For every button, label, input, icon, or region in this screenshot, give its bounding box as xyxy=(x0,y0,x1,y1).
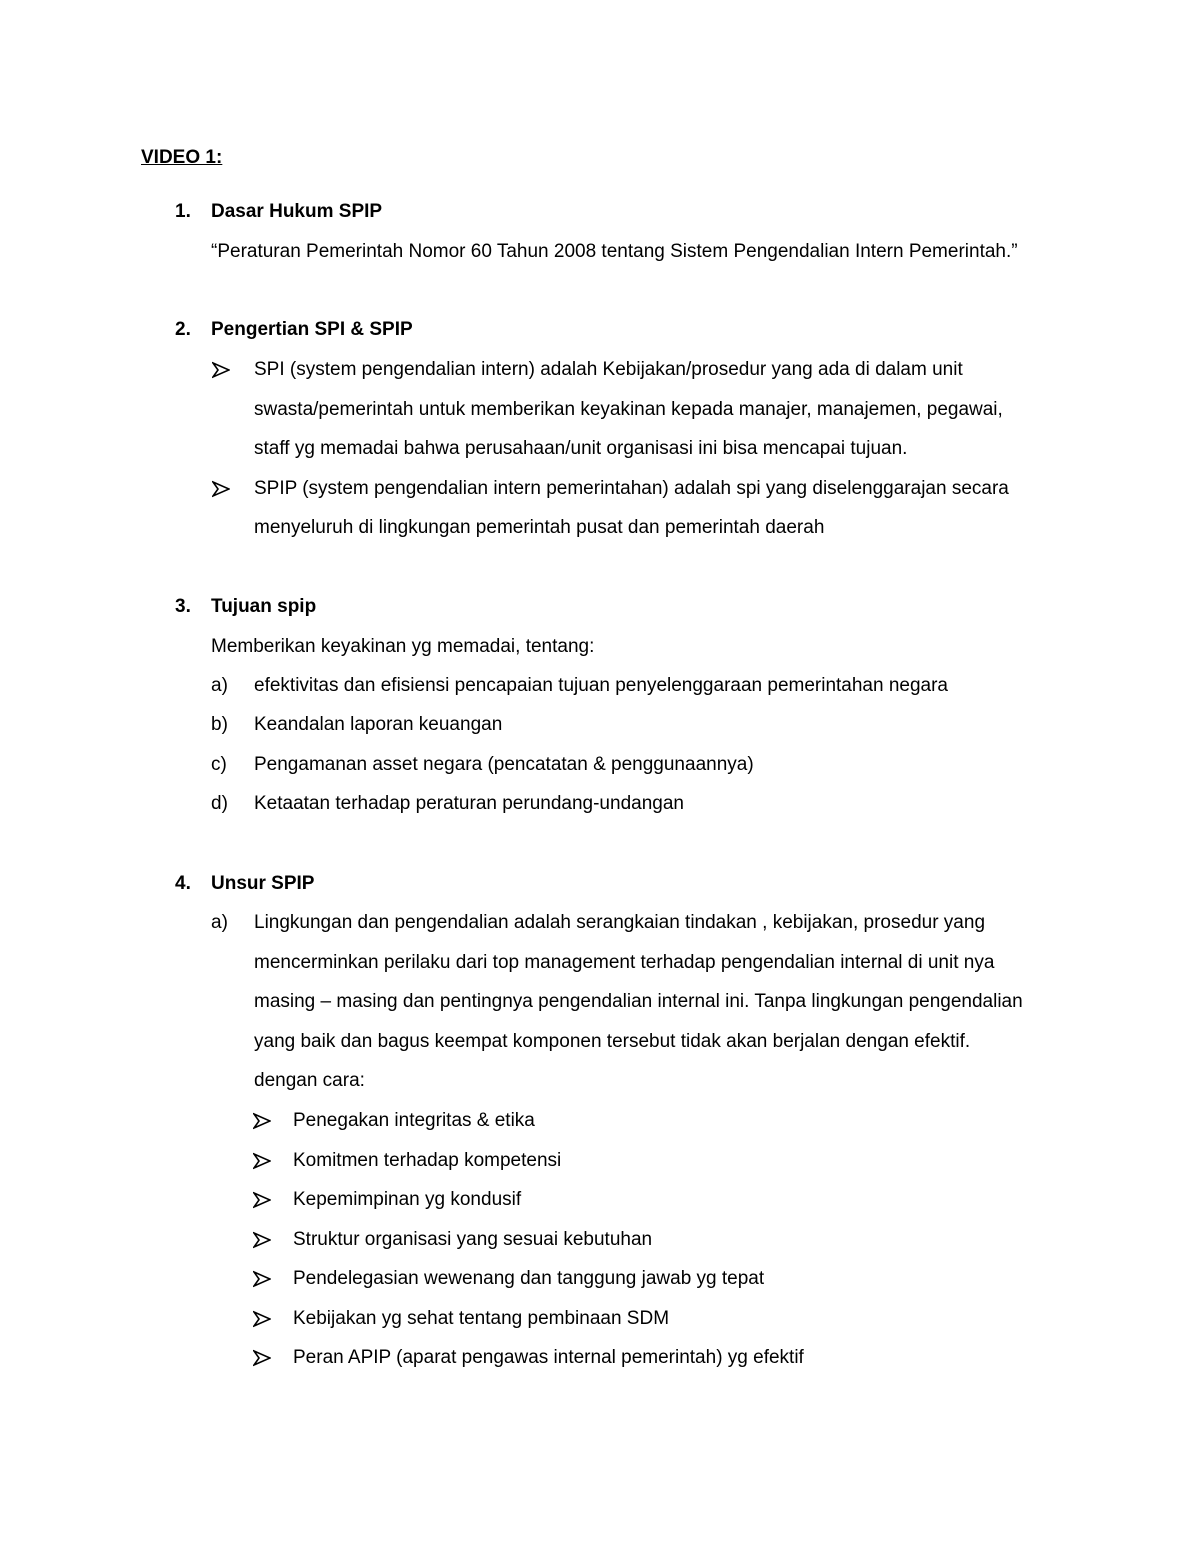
arrowhead-bullet-icon xyxy=(212,480,230,498)
arrowhead-bullet-icon xyxy=(253,1112,271,1130)
list-item: efektivitas dan efisiensi pencapaian tujuan penyelenggaraan pemerintahan negara xyxy=(254,675,949,696)
section-3-intro: Memberikan keyakinan yg memadai, tentang: xyxy=(211,636,595,657)
list-item: Struktur organisasi yang sesuai kebutuhan xyxy=(293,1229,653,1250)
section-1-quote: “Peraturan Pemerintah Nomor 60 Tahun 2008 tentang Sistem Pengendalian Intern Pemerintah.” xyxy=(211,241,1018,262)
section-1-number: 1. xyxy=(175,201,191,222)
section-4-item-a-line-5: dengan cara: xyxy=(254,1070,365,1091)
section-2-bullet-2-line-2: menyeluruh di lingkungan pemerintah pusat dan pemerintah daerah xyxy=(254,517,825,538)
list-item: Pendelegasian wewenang dan tanggung jawab yg tepat xyxy=(293,1268,765,1289)
list-marker: a) xyxy=(211,912,228,933)
list-marker: b) xyxy=(211,714,228,735)
list-item: Ketaatan terhadap peraturan perundang-undangan xyxy=(254,793,684,814)
section-4-item-a-line-1: Lingkungan dan pengendalian adalah serangkaian tindakan , kebijakan, prosedur yang xyxy=(254,912,986,933)
arrowhead-bullet-icon xyxy=(253,1310,271,1328)
section-4-item-a-line-3: masing – masing dan pentingnya pengendalian internal ini. Tanpa lingkungan pengendalian xyxy=(254,991,1023,1012)
arrowhead-bullet-icon xyxy=(253,1231,271,1249)
section-2-bullet-1-line-2: swasta/pemerintah untuk memberikan keyakinan kepada manajer, manajemen, pegawai, xyxy=(254,399,1003,420)
section-4-number: 4. xyxy=(175,873,191,894)
section-2-bullet-1-line-3: staff yg memadai bahwa perusahaan/unit organisasi ini bisa mencapai tujuan. xyxy=(254,438,908,459)
section-2-bullet-2-line-1: SPIP (system pengendalian intern pemerintahan) adalah spi yang diselenggarajan secara xyxy=(254,478,1009,499)
section-3-number: 3. xyxy=(175,596,191,617)
document-title: VIDEO 1: xyxy=(141,147,223,168)
section-3-heading: Tujuan spip xyxy=(211,596,317,617)
list-item: Kebijakan yg sehat tentang pembinaan SDM xyxy=(293,1308,670,1329)
section-2-heading: Pengertian SPI & SPIP xyxy=(211,319,413,340)
arrowhead-bullet-icon xyxy=(253,1152,271,1170)
arrowhead-bullet-icon xyxy=(253,1270,271,1288)
arrowhead-bullet-icon xyxy=(253,1191,271,1209)
section-2-number: 2. xyxy=(175,319,191,340)
section-4-heading: Unsur SPIP xyxy=(211,873,315,894)
list-marker: d) xyxy=(211,793,228,814)
list-item: Peran APIP (aparat pengawas internal pemerintah) yg efektif xyxy=(293,1347,804,1368)
list-item: Penegakan integritas & etika xyxy=(293,1110,535,1131)
section-1-heading: Dasar Hukum SPIP xyxy=(211,201,383,222)
section-4-item-a-line-2: mencerminkan perilaku dari top management terhadap pengendalian internal di unit nya xyxy=(254,952,995,973)
list-marker: a) xyxy=(211,675,228,696)
section-4-item-a-line-4: yang baik dan bagus keempat komponen tersebut tidak akan berjalan dengan efektif. xyxy=(254,1031,971,1052)
section-2-bullet-1-line-1: SPI (system pengendalian intern) adalah Kebijakan/prosedur yang ada di dalam unit xyxy=(254,359,963,380)
list-item: Pengamanan asset negara (pencatatan & penggunaannya) xyxy=(254,754,754,775)
arrowhead-bullet-icon xyxy=(253,1349,271,1367)
list-item: Komitmen terhadap kompetensi xyxy=(293,1150,562,1171)
arrowhead-bullet-icon xyxy=(212,361,230,379)
list-item: Kepemimpinan yg kondusif xyxy=(293,1189,522,1210)
list-item: Keandalan laporan keuangan xyxy=(254,714,503,735)
list-marker: c) xyxy=(211,754,227,775)
